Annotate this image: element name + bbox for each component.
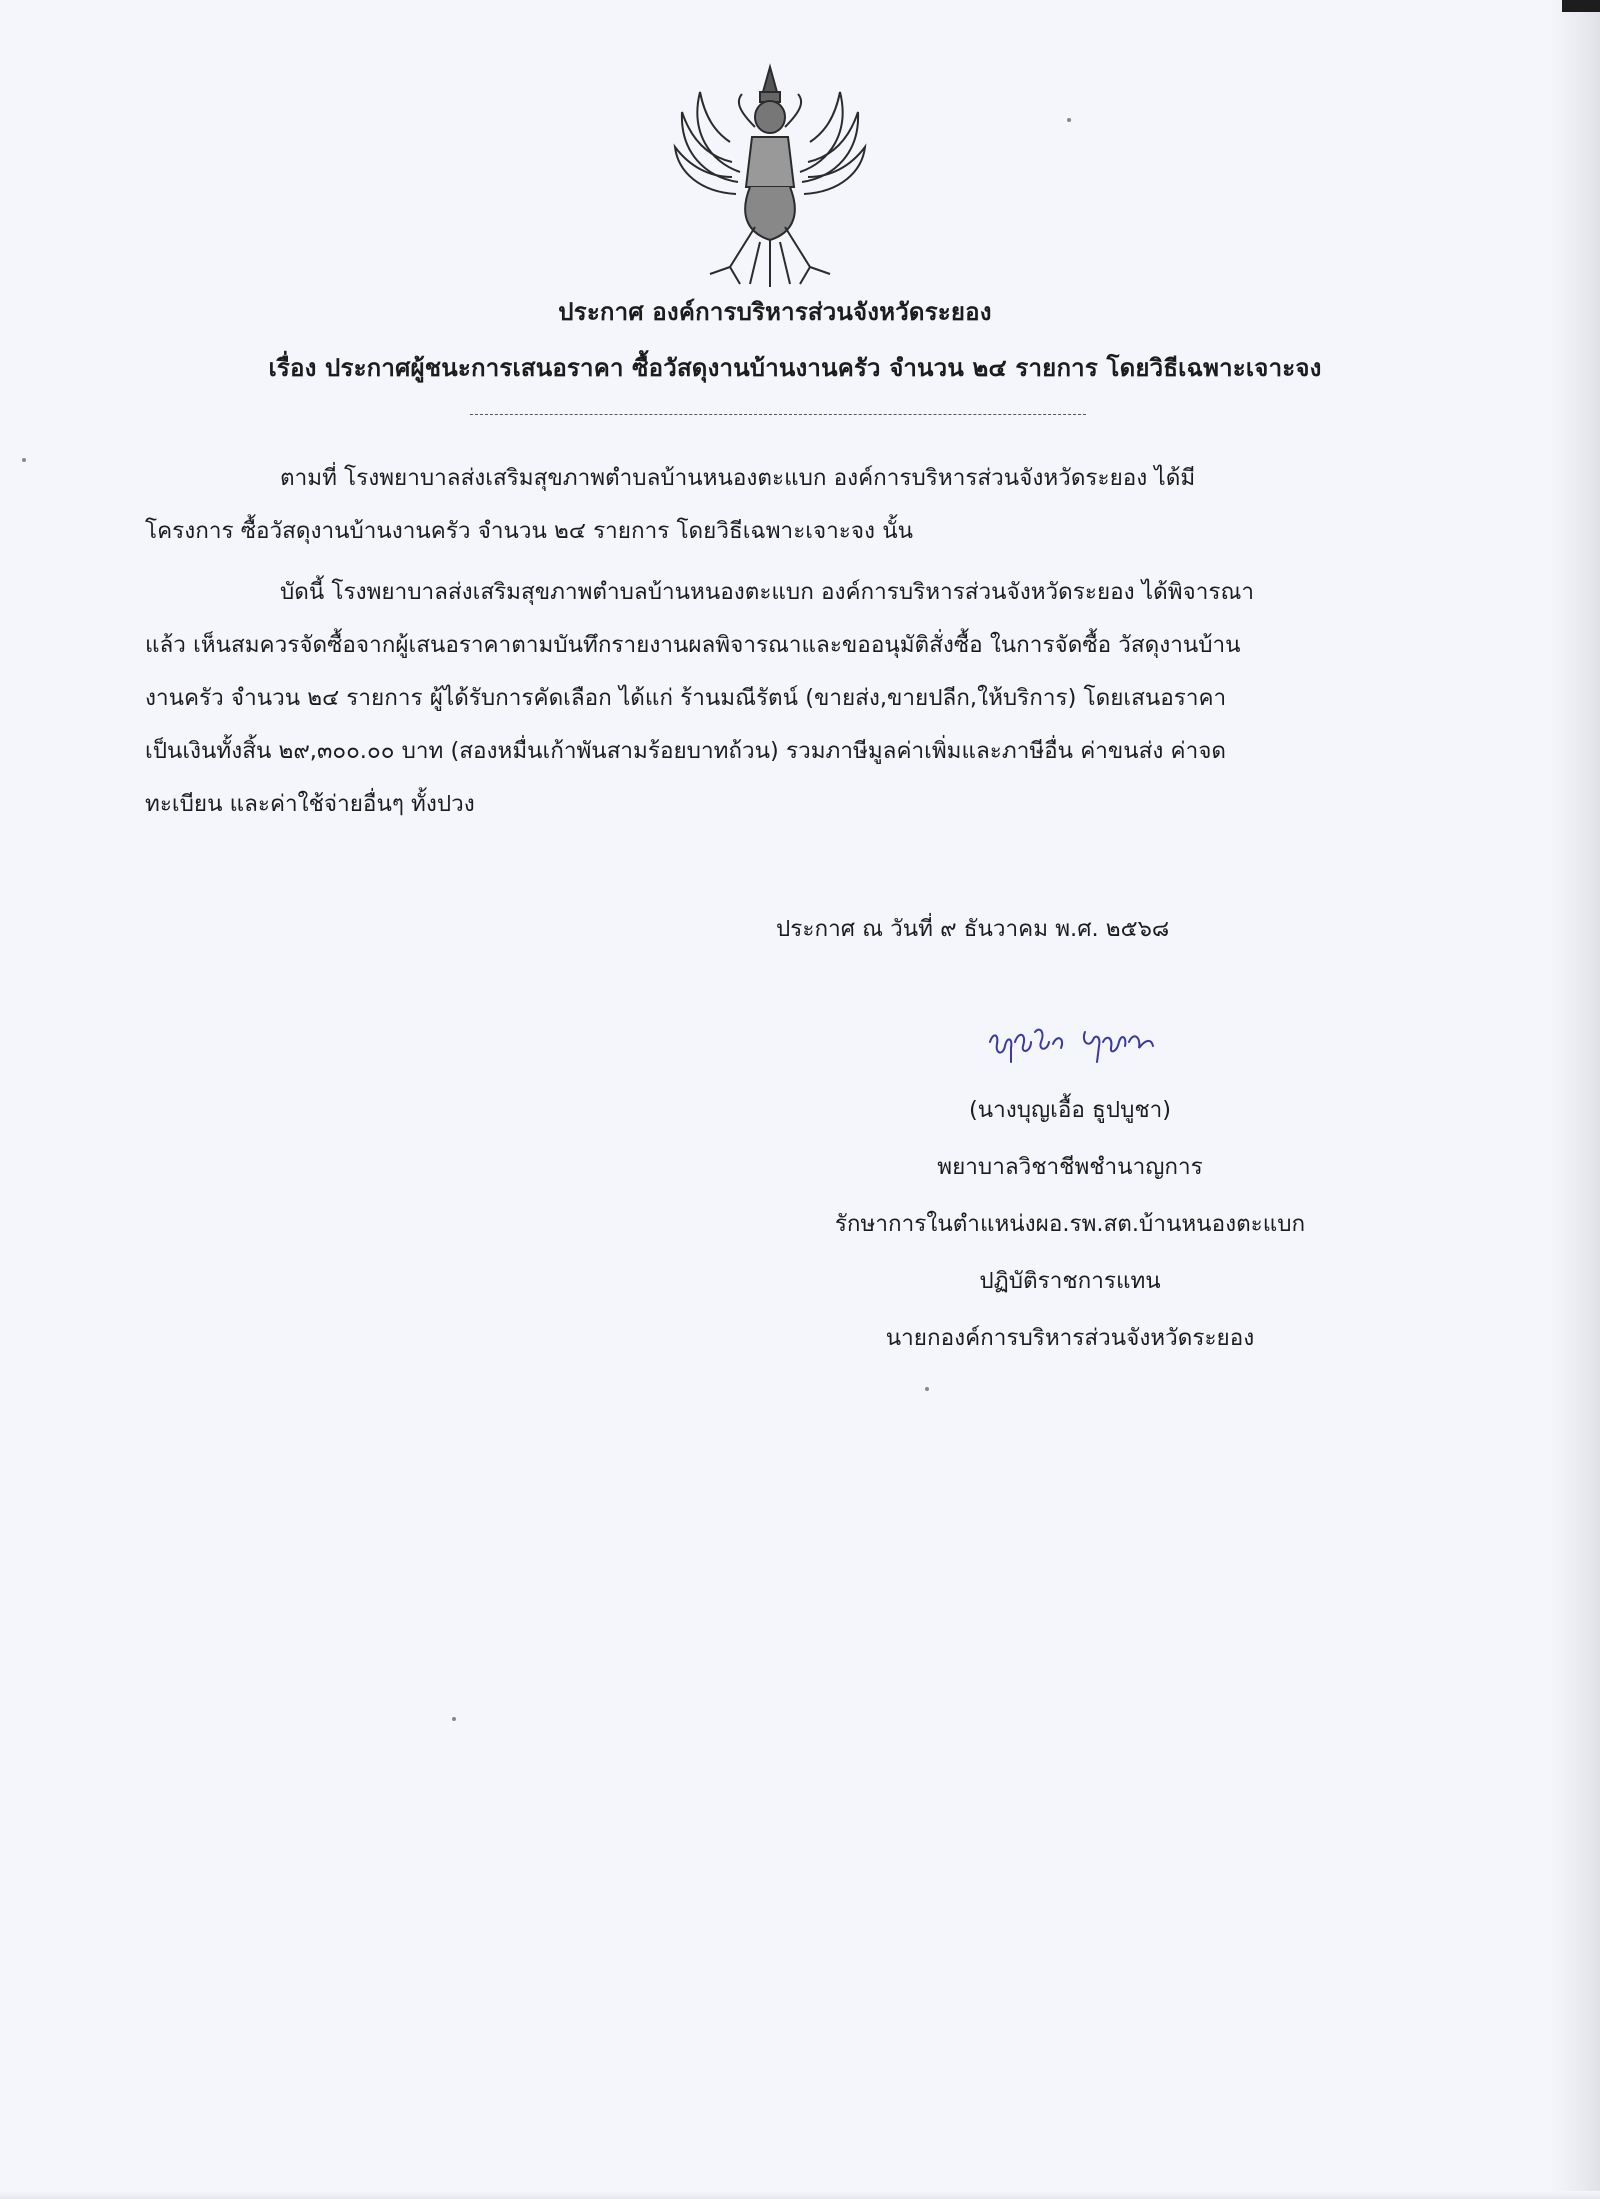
paragraph-2-line: แล้ว เห็นสมควรจัดซื้อจากผู้เสนอราคาตามบันทึกรายงานผลพิจารณาและขออนุมัติสั่งซื้อ ในการจัดซื้อ วัสดุงานบ้าน (145, 632, 1241, 658)
scan-edge-bar (1562, 0, 1600, 12)
signer-authority: นายกองค์การบริหารส่วนจังหวัดระยอง (885, 1325, 1255, 1351)
signer-on-behalf: ปฏิบัติราชการแทน (979, 1268, 1161, 1294)
announcement-date: ประกาศ ณ วันที่ ๙ ธันวาคม พ.ศ. ๒๕๖๘ (776, 916, 1170, 942)
announcement-title: ประกาศ องค์การบริหารส่วนจังหวัดระยอง (558, 298, 992, 326)
scan-speck (452, 1717, 456, 1721)
handwritten-signature (985, 1012, 1165, 1072)
signer-position: พยาบาลวิชาชีพชำนาญการ (937, 1154, 1203, 1180)
scan-speck (22, 458, 26, 462)
scan-edge-bottom (0, 2191, 1600, 2199)
scan-speck (1067, 118, 1071, 122)
paragraph-2 (145, 566, 1405, 831)
separator-line (470, 414, 1086, 415)
signer-acting-role: รักษาการในตำแหน่งผอ.รพ.สต.บ้านหนองตะแบก (834, 1211, 1306, 1237)
paragraph-2-line: ทะเบียน และค่าใช้จ่ายอื่นๆ ทั้งปวง (145, 791, 475, 817)
signer-name: (นางบุญเอื้อ ธูปบูชา) (968, 1097, 1172, 1123)
paragraph-1-line: โครงการ ซื้อวัสดุงานบ้านงานครัว จำนวน ๒๔ รายการ โดยวิธีเฉพาะเจาะจง นั้น (145, 518, 913, 544)
paragraph-2-line: งานครัว จำนวน ๒๔ รายการ ผู้ได้รับการคัดเลือก ได้แก่ ร้านมณีรัตน์ (ขายส่ง,ขายปลีก,ให้บริการ) โดยเสนอราคา (145, 685, 1227, 711)
announcement-subject: เรื่อง ประกาศผู้ชนะการเสนอราคา ซื้อวัสดุงานบ้านงานครัว จำนวน ๒๔ รายการ โดยวิธีเฉพาะเจาะจง (268, 354, 1322, 382)
paragraph-1-line: ตามที่ โรงพยาบาลส่งเสริมสุขภาพตำบลบ้านหนองตะแบก องค์การบริหารส่วนจังหวัดระยอง ได้มี (280, 465, 1196, 491)
paragraph-2-line: บัดนี้ โรงพยาบาลส่งเสริมสุขภาพตำบลบ้านหนองตะแบก องค์การบริหารส่วนจังหวัดระยอง ได้พิจารณา (280, 579, 1254, 605)
scan-speck (925, 1387, 929, 1391)
signature-block (780, 1082, 1360, 1367)
paragraph-1 (145, 452, 1405, 558)
garuda-emblem-icon (670, 62, 870, 292)
paragraph-2-line: เป็นเงินทั้งสิ้น ๒๙,๓๐๐.๐๐ บาท (สองหมื่นเก้าพันสามร้อยบาทถ้วน) รวมภาษีมูลค่าเพิ่มและภาษีอื่น ค่าขนส่ง ค่าจด (145, 738, 1227, 764)
scan-edge (1550, 0, 1600, 2199)
